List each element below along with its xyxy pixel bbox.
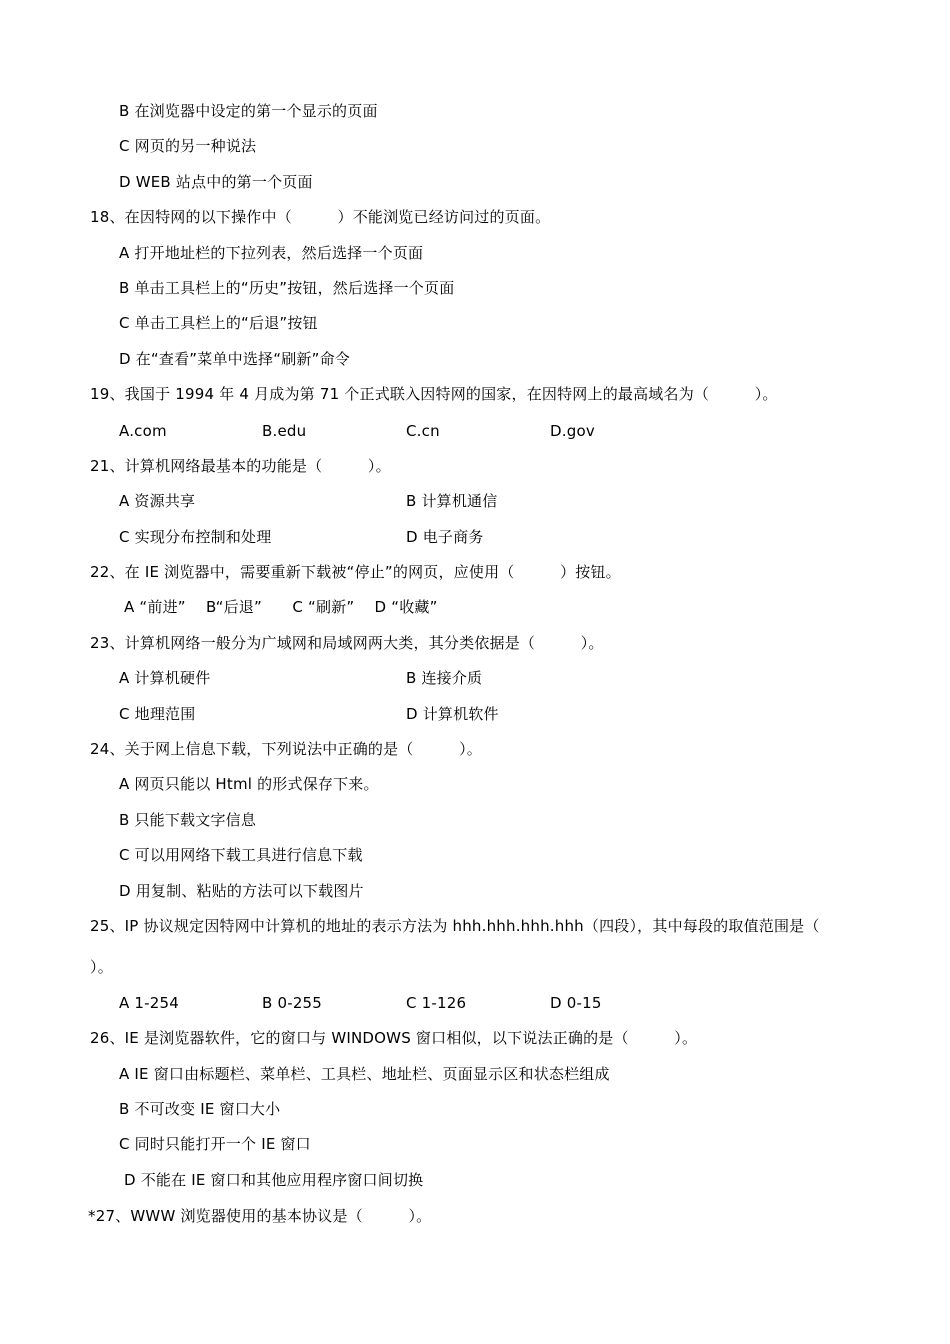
option-17d: D WEB 站点中的第一个页面: [119, 173, 313, 191]
option-23b: B 连接介质: [406, 669, 483, 687]
option-26d: D 不能在 IE 窗口和其他应用程序窗口间切换: [124, 1171, 424, 1189]
question-27: *27、WWW 浏览器使用的基本协议是（ ）。: [88, 1207, 432, 1225]
option-23d: D 计算机软件: [406, 705, 499, 723]
option-19a: A.com: [119, 422, 167, 440]
option-17c: C 网页的另一种说法: [119, 137, 257, 155]
option-19c: C.cn: [406, 422, 440, 440]
option-23c: C 地理范围: [119, 705, 196, 723]
option-21b: B 计算机通信: [406, 492, 498, 510]
option-17b: B 在浏览器中设定的第一个显示的页面: [119, 102, 378, 120]
option-25d: D 0-15: [550, 994, 602, 1012]
question-21: 21、计算机网络最基本的功能是（ ）。: [90, 457, 391, 475]
option-24c: C 可以用网络下载工具进行信息下载: [119, 846, 363, 864]
option-18b: B 单击工具栏上的“历史”按钮，然后选择一个页面: [119, 279, 455, 297]
option-25a: A 1-254: [119, 994, 180, 1012]
option-26c: C 同时只能打开一个 IE 窗口: [119, 1135, 311, 1153]
option-19b: B.edu: [262, 422, 307, 440]
option-24d: D 用复制、粘贴的方法可以下载图片: [119, 882, 364, 900]
option-18a: A 打开地址栏的下拉列表，然后选择一个页面: [119, 244, 424, 262]
option-18c: C 单击工具栏上的“后退”按钮: [119, 314, 318, 332]
question-18: 18、在因特网的以下操作中（ ）不能浏览已经访问过的页面。: [90, 208, 551, 226]
option-26a: A IE 窗口由标题栏、菜单栏、工具栏、地址栏、页面显示区和状态栏组成: [119, 1065, 610, 1083]
option-23a: A 计算机硬件: [119, 669, 211, 687]
question-23: 23、计算机网络一般分为广域网和局域网两大类，其分类依据是（ ）。: [90, 634, 604, 652]
option-21d: D 电子商务: [406, 528, 484, 546]
option-18d: D 在“查看”菜单中选择“刷新”命令: [119, 350, 351, 368]
option-19d: D.gov: [550, 422, 595, 440]
question-25-end: ）。: [90, 958, 113, 976]
option-24a: A 网页只能以 Html 的形式保存下来。: [119, 775, 379, 793]
question-26: 26、IE 是浏览器软件，它的窗口与 WINDOWS 窗口相似，以下说法正确的是（ ）。: [90, 1029, 698, 1047]
option-25b: B 0-255: [262, 994, 323, 1012]
option-24b: B 只能下载文字信息: [119, 811, 257, 829]
option-21c: C 实现分布控制和处理: [119, 528, 272, 546]
option-26b: B 不可改变 IE 窗口大小: [119, 1100, 281, 1118]
option-21a: A 资源共享: [119, 492, 196, 510]
question-19: 19、我国于 1994 年 4 月成为第 71 个正式联入因特网的国家，在因特网上的最高域名为（ ）。: [90, 385, 778, 403]
option-25c: C 1-126: [406, 994, 467, 1012]
question-24: 24、关于网上信息下载，下列说法中正确的是（ ）。: [90, 740, 482, 758]
question-22: 22、在 IE 浏览器中，需要重新下载被“停止”的网页，应使用（ ）按钮。: [90, 563, 621, 581]
options-22: A “前进” B“后退” C “刷新” D “收藏”: [124, 598, 438, 616]
question-25: 25、IP 协议规定因特网中计算机的地址的表示方法为 hhh.hhh.hhh.hhh（四段），其中每段的取值范围是（: [90, 917, 820, 935]
